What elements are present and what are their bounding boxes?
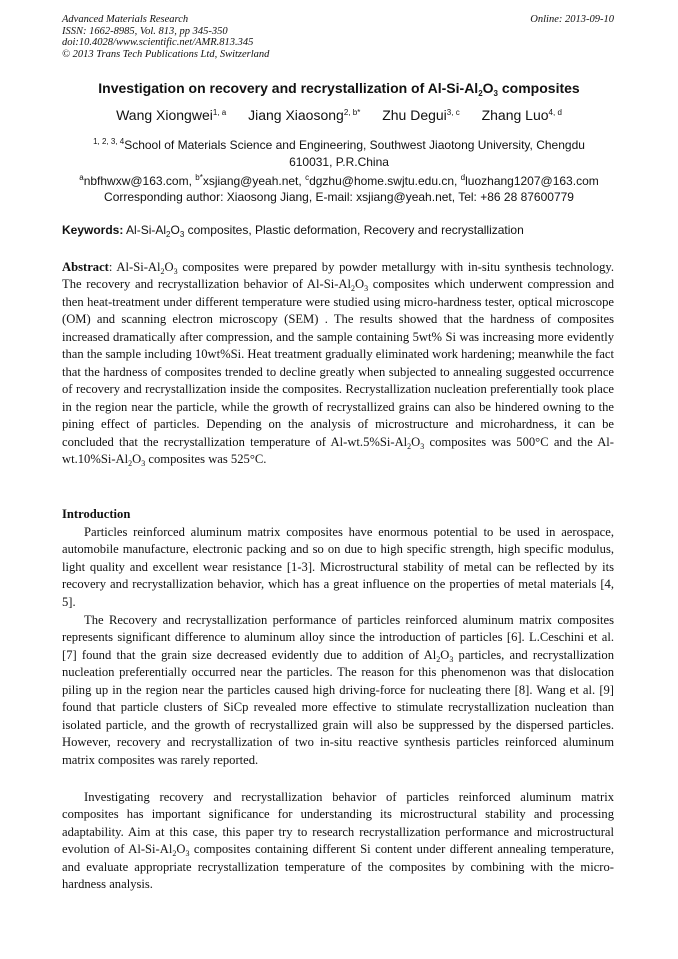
title-text: Investigation on recovery and recrystallization of Al-Si-Al [98,80,479,96]
email-text: luozhang1207@163.com [465,174,599,188]
journal-name: Advanced Materials Research [62,14,189,25]
keywords-text: O [170,223,180,237]
author-superscript: 1, a [212,108,227,117]
keywords-label: Keywords: [62,223,124,237]
author-name: Zhang Luo [481,107,549,123]
abstract-text: composites was 525°C. [145,451,267,466]
email-superscript: d [460,173,466,182]
abstract-label: Abstract [62,260,109,274]
journal-header [62,14,269,60]
paper-title [0,80,678,96]
author-list [0,107,678,123]
email-text: xsjiang@yeah.net, [202,174,306,188]
abstract-text: composites were prepared by powder metallurgy with in-situ synthesis technology. The recovery and recrystallization behavior of Al-Si-Al [62,260,615,292]
paragraph-subscript: 2 [172,849,177,859]
abstract-text: composites which underwent compression and then heat-treatment under different temperature were studied using micro-hardness tester, optical microscope (OM) and scanning electron microscopy (SEM) . The results showed that the hardness of composites increased dramatically after compression, and the sample containing 5wt% Si was increasing more evidently than the sample including 10wt%Si. Heat treatment gradually eliminated work hardening; meanwhile the fact that the hardness of composites trended to decline greatly when subjected to annealing suggested occurrence of recovery and recrystallization inside the composites. Recrystallization nucleation preferentially took place in the region near the particle, while the growth of recrystallized grains can also be hindered owning to the pining effect of particles. Depending on the analysis of microstructure and microhardness, it can be concluded that the recrystallization temperature of Al-wt.5%Si-Al [62,277,614,449]
abstract-text: O [164,260,174,274]
paragraph-text: particles, and recrystallization nucleation preferentially occurred near the particles. The reason for this phenomenon was that dislocation piling up in the region near the particles caused high driving-force for nucleating there [8]. Wang et al. [9] found that particle clusters of SiCp revealed more effective to stimulate recrystallization nucleation than isolated particle, and the growth of recrystallized grain will also be suppressed by the dispersed particles. However, recovery and recrystallization of two in-situ reactive synthesis particles reinforced aluminum matrix composites was rarely reported. [62,647,615,767]
abstract-subscript: 2 [160,267,165,276]
section-heading-introduction: Introduction [62,507,131,521]
author [248,107,360,123]
keywords [62,223,524,237]
keywords-subscript: 3 [179,230,185,239]
abstract-subscript: 3 [173,267,178,276]
title-text: O [482,80,494,96]
affiliation-superscript: 1, 2, 3, 4 [93,137,125,146]
paragraph-text: Investigating recovery and recrystallization behavior of particles reinforced aluminum matrix composites has important significance for understanding its microstructural stability and processing adaptability. Aim at this case, this paper try to research recrystallization performance and microstructural evolution of Al-Si-Al [62,790,614,857]
email-text: nbfhwxw@163.com, [83,174,196,188]
author-name: Wang Xiongwei [116,107,213,123]
author [116,107,226,123]
affiliation [50,137,628,171]
abstract-subscript: 3 [420,441,425,451]
issn-line: ISSN: 1662-8985, Vol. 813, pp 345-350 [62,25,228,37]
online-date: Online: 2013-09-10 [530,14,614,25]
paragraph-subscript: 2 [436,654,441,664]
paragraph-text: composites containing different Si content under different annealing temperature, and evaluate appropriate recrystallization temperature of the composites by combining with the micro-hardness analysis. [62,842,614,892]
email-text: dgzhu@home.swjtu.edu.cn, [309,174,461,188]
author-superscript: 2, b* [343,108,361,117]
author-superscript: 3, c [446,108,460,117]
email-superscript: c [305,173,310,182]
intro-paragraph-2 [62,612,614,769]
paragraph-subscript: 3 [449,654,454,664]
intro-paragraph-3 [62,789,614,894]
abstract-text: O [132,451,142,466]
abstract-text: : Al-Si-Al [108,260,161,274]
affiliation-line [50,137,628,154]
abstract-subscript: 2 [128,458,133,468]
keywords-text: Al-Si-Al [123,223,167,237]
author-name: Zhu Degui [382,107,447,123]
author [482,107,562,123]
email-list [40,173,638,190]
affiliation-text: School of Materials Science and Engineering, Southwest Jiaotong University, Chengdu [124,138,585,152]
intro-paragraph-1: Particles reinforced aluminum matrix composites have enormous potential to be used in aerospace, automobile manufacture, electronic packing and so on due to high specific strength, high specific modulus, light quality and excellent wear resistance [1-3]. Microstructural stability of metal can be reflected by its recovery and recrystallization behavior, which has a great influence on the properties of metal materials [4, 5]. [62,525,614,609]
doi-line: doi:10.4028/www.scientific.net/AMR.813.345 [62,37,254,48]
abstract-subscript: 3 [364,284,369,294]
affiliation-line: 610031, P.R.China [289,155,389,169]
abstract-subscript: 2 [351,284,355,294]
abstract-subscript: 2 [407,441,412,451]
keywords-text: composites, Plastic deformation, Recovery and recrystallization [184,223,524,237]
corresponding-author: Corresponding author: Xiaosong Jiang, E-mail: xsjiang@yeah.net, Tel: +86 28 87600779 [104,190,574,204]
abstract-text: O [411,434,421,449]
copyright-line: © 2013 Trans Tech Publications Ltd, Switzerland [62,48,270,60]
email-superscript: a [79,173,84,182]
keywords-subscript: 2 [166,230,171,239]
abstract-subscript: 3 [141,458,146,468]
abstract [62,259,614,468]
author [382,107,460,123]
paragraph-text: The Recovery and recrystallization performance of particles reinforced aluminum matrix composites represents significant difference to aluminum alloy since the introduction of particles [6]. L.Ceschini et al. [7] found that the grain size decreased evidently due to addition of Al [62,613,614,662]
paragraph-text: O [176,842,186,857]
email-superscript: b* [195,173,203,182]
title-text: composites [498,80,580,96]
paragraph-text: O [440,647,450,662]
title-subscript: 3 [493,89,498,98]
abstract-text: O [355,277,365,292]
author-name: Jiang Xiaosong [248,107,344,123]
abstract-text: composites was 500°C and the Al-wt.10%Si-Al [62,434,614,466]
author-superscript: 4, d [548,108,562,117]
paragraph-subscript: 3 [185,849,190,859]
title-subscript: 2 [478,89,483,98]
